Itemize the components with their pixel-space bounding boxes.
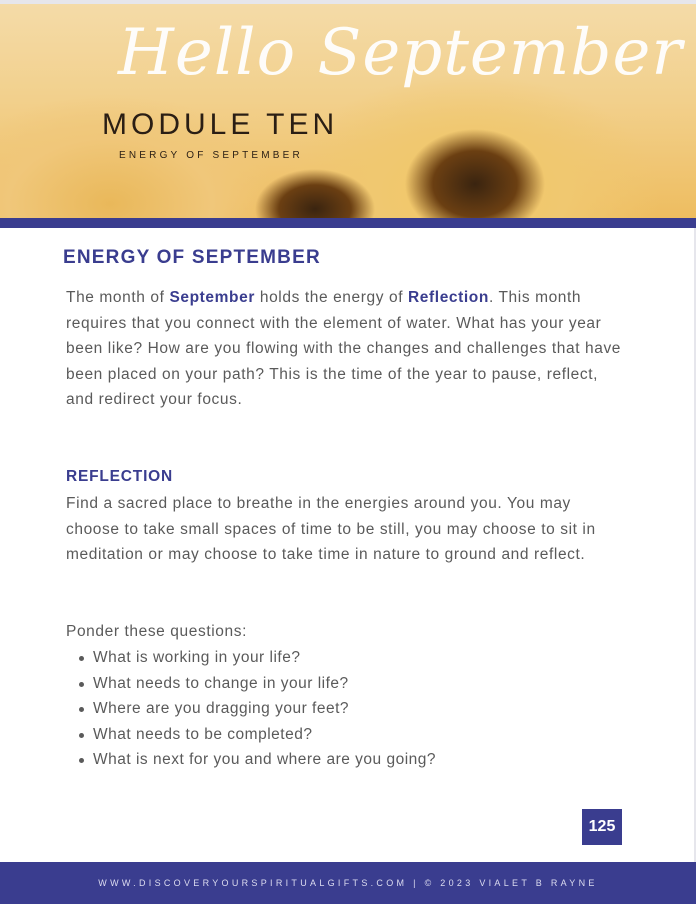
text: holds the energy of (254, 289, 409, 306)
module-subtitle: ENERGY OF SEPTEMBER (119, 150, 303, 161)
list-item: What needs to change in your life? (93, 671, 436, 697)
list-item: What is next for you and where are you going? (93, 747, 436, 773)
footer (0, 862, 696, 904)
module-title: MODULE TEN (102, 108, 339, 141)
list-item: What is working in your life? (93, 645, 436, 671)
list-item: What needs to be completed? (93, 722, 436, 748)
sunflower-banner-image (0, 4, 696, 218)
script-title: Hello September (118, 16, 683, 90)
emphasis-reflection: Reflection (408, 289, 489, 306)
reflection-paragraph: Find a sacred place to breathe in the energies around you. You may choose to take small spaces of time to be still, you may choose to sit in meditation or may choose to take time in nature to ground and reflect. (66, 495, 596, 564)
reflection-heading: REFLECTION (66, 468, 174, 485)
intro-paragraph (66, 285, 626, 413)
page-number: 125 (582, 809, 622, 845)
footer-text: WWW.DISCOVERYOURSPIRITUALGIFTS.COM | © 2023 VIALET B RAYNE (98, 878, 598, 888)
questions-list (93, 645, 436, 773)
section-title: ENERGY OF SEPTEMBER (63, 247, 321, 268)
text: . This month requires that you connect with the element of water. What has your year been like? How are you flowing with the changes and challenges that have been placed on your path? This is the time of the year to pause, reflect, and redirect your focus. (66, 289, 622, 409)
accent-band (0, 218, 696, 228)
list-item: Where are you dragging your feet? (93, 696, 436, 722)
text: The month of (66, 289, 170, 306)
emphasis-september: September (169, 289, 255, 306)
ponder-label: Ponder these questions: (66, 623, 247, 640)
